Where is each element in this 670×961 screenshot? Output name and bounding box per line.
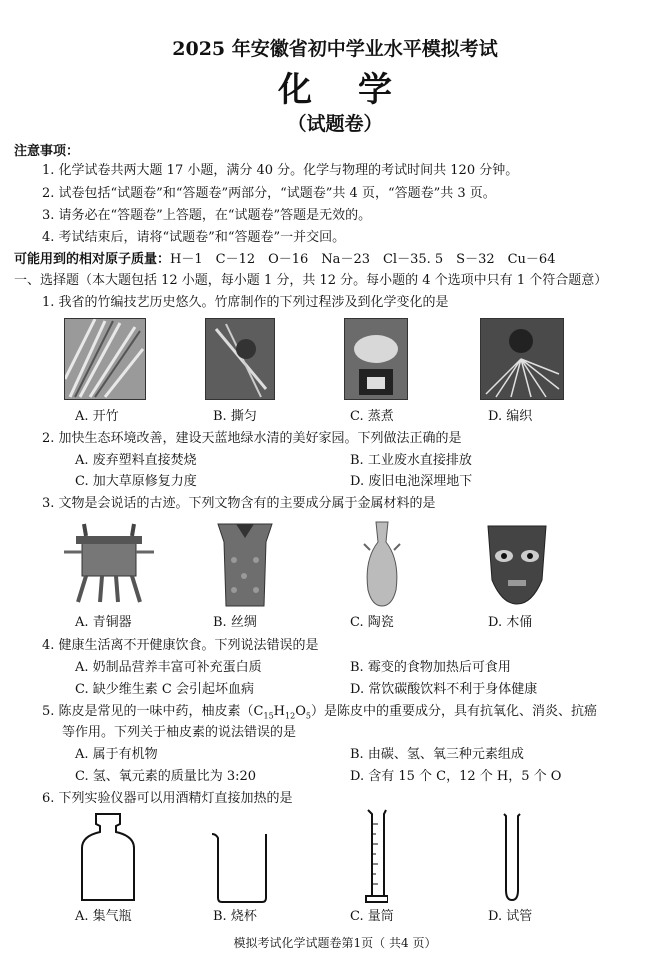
bamboo-weaving-image (480, 318, 564, 400)
subject-title: 化学 (278, 70, 438, 110)
q1-option-a: A. 开竹 (75, 409, 119, 424)
note-item: 4. 考试结束后，请将“试题卷”和“答题卷”一并交回。 (42, 230, 346, 245)
question-5-stem-line2: 等作用。下列关于柚皮素的说法错误的是 (62, 725, 297, 740)
q3-option-d: D. 木俑 (488, 615, 533, 630)
q1-option-b: B. 撕匀 (213, 409, 257, 424)
atomic-mass-values: H－1 C－12 O－16 Na－23 Cl－35. 5 S－32 Cu－64 (170, 252, 556, 267)
q2-option-b: B. 工业废水直接排放 (350, 453, 472, 468)
ceramic-vase-image (362, 520, 402, 608)
q1-option-c: C. 蒸煮 (350, 409, 394, 424)
q5-option-c: C. 氢、氧元素的质量比为 3:20 (75, 769, 257, 784)
q3-option-a: A. 青铜器 (75, 615, 132, 630)
bamboo-splitting-image (64, 318, 146, 400)
note-item: 1. 化学试卷共两大题 17 小题，满分 40 分。化学与物理的考试时间共 120 分钟。 (42, 163, 519, 178)
question-5-stem: 5. 陈皮是常见的一味中药，柚皮素$(C_{15}H_{12}O_5)$是陈皮中的重要成分，具有抗氧化、消炎、抗癌 (42, 704, 597, 721)
q2-option-c: C. 加大草原修复力度 (75, 474, 197, 489)
wooden-figure-image (482, 520, 552, 606)
atomic-mass-label: 可能用到的相对原子质量： (14, 252, 171, 267)
q1-option-d: D. 编织 (488, 409, 533, 424)
question-2-stem: 2. 加快生态环境改善，建设天蓝地绿水清的美好家园。下列做法正确的是 (42, 431, 462, 446)
paper-type: （试题卷） (287, 113, 383, 135)
question-6-stem: 6. 下列实验仪器可以用酒精灯直接加热的是 (42, 791, 293, 806)
notes-heading: 注意事项： (14, 144, 80, 159)
q4-option-c: C. 缺少维生素 C 会引起坏血病 (75, 682, 254, 697)
q2-option-d: D. 废旧电池深埋地下 (350, 474, 473, 489)
q6-option-b: B. 烧杯 (213, 909, 257, 924)
beaker-image (210, 830, 274, 904)
q4-option-b: B. 霉变的食物加热后可食用 (350, 660, 511, 675)
section-heading: 一、选择题（本大题包括 12 小题，每小题 1 分，共 12 分。每小题的 4 个选项中只有 1 个符合题意） (14, 273, 608, 288)
exam-title: 2025 年安徽省初中学业水平模拟考试 (172, 38, 498, 60)
q6-option-c: C. 量筒 (350, 909, 394, 924)
page-footer: 模拟考试化学试题卷第1页（ 共4 页） (233, 936, 437, 950)
q2-option-a: A. 废弃塑料直接焚烧 (75, 453, 197, 468)
silk-robe-image (210, 520, 280, 608)
q5-option-d: D. 含有 15 个 C，12 个 H，5 个 O (350, 769, 562, 784)
q6-option-a: A. 集气瓶 (75, 909, 132, 924)
bamboo-steaming-image (344, 318, 408, 400)
q3-option-b: B. 丝绸 (213, 615, 257, 630)
question-3-stem: 3. 文物是会说话的古迹。下列文物含有的主要成分属于金属材料的是 (42, 496, 436, 511)
question-1-stem: 1. 我省的竹编技艺历史悠久。竹席制作的下列过程涉及到化学变化的是 (42, 295, 449, 310)
note-item: 2. 试卷包括“试题卷”和“答题卷”两部分，“试题卷”共 4 页，“答题卷”共 3 页。 (42, 186, 496, 201)
q6-option-d: D. 试管 (488, 909, 533, 924)
q4-option-d: D. 常饮碳酸饮料不利于身体健康 (350, 682, 538, 697)
q5-option-b: B. 由碳、氢、氧三种元素组成 (350, 747, 524, 762)
q3-option-c: C. 陶瓷 (350, 615, 394, 630)
bronze-vessel-image (64, 522, 154, 604)
q4-option-a: A. 奶制品营养丰富可补充蛋白质 (75, 660, 262, 675)
note-item: 3. 请务必在“答题卷”上答题，在“试题卷”答题是无效的。 (42, 208, 372, 223)
question-4-stem: 4. 健康生活离不开健康饮食。下列说法错误的是 (42, 638, 319, 653)
bamboo-stripping-image (205, 318, 275, 400)
q5-option-a: A. 属于有机物 (75, 747, 158, 762)
test-tube-image (500, 812, 524, 904)
gas-collecting-bottle-image (78, 812, 138, 904)
graduated-cylinder-image (364, 808, 388, 904)
